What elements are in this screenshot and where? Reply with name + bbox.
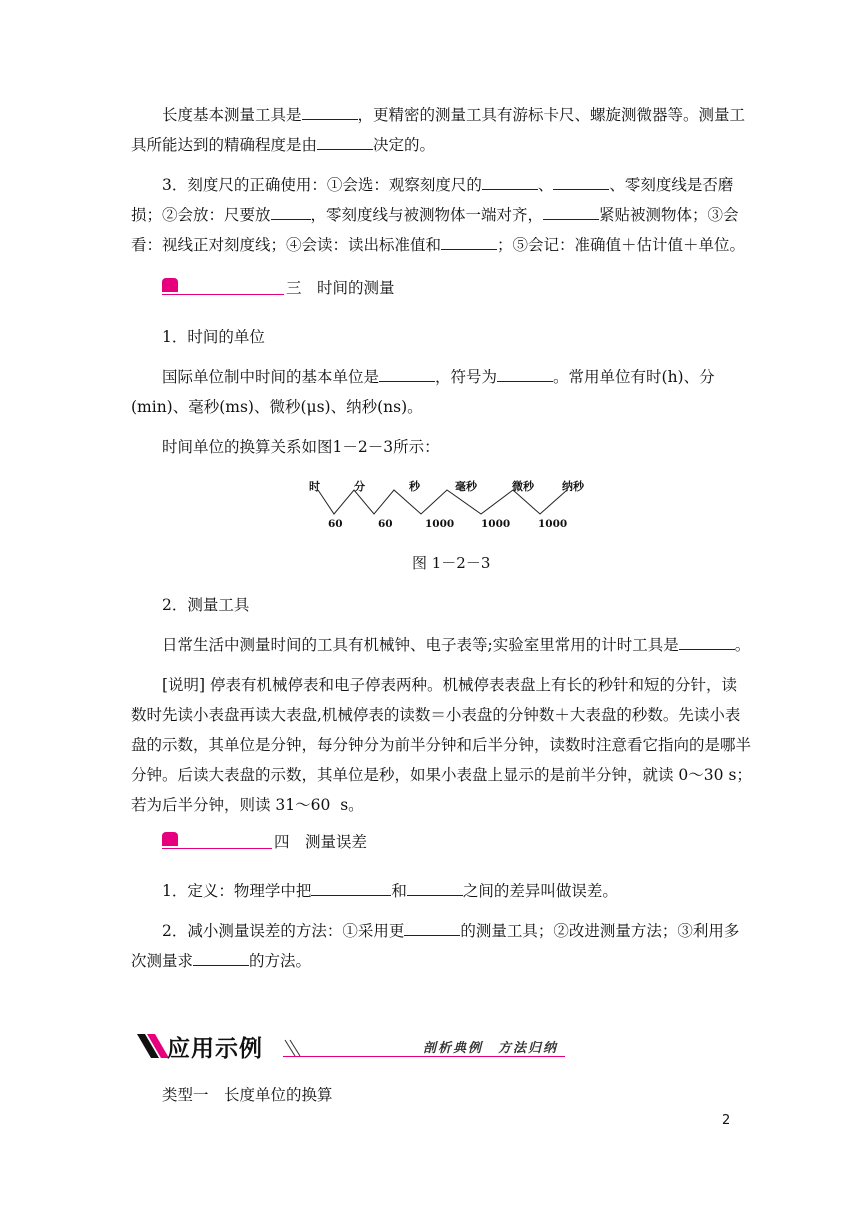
- note-line: 盘的示数，其单位是分钟，每分钟分为前半分钟和后半分钟，读数时注意看它指向的是哪半: [131, 736, 752, 754]
- unit-minute-label: 分: [354, 480, 365, 493]
- unit-microsecond-label: 微秒: [512, 480, 534, 493]
- text: ，符号为: [435, 368, 498, 386]
- unit-nanosecond-label: 纳秒: [562, 480, 584, 493]
- paragraph-time-units-line2: (min)、毫秒(ms)、微秒(μs)、纳秒(ns)。: [131, 398, 423, 416]
- text: 具所能达到的精确程度是由: [131, 136, 318, 154]
- text: ，零刻度线与被测物体一端对齐，: [310, 206, 544, 224]
- factor-label: 1000: [481, 518, 511, 530]
- paragraph-reduce-error-line2: [131, 946, 311, 976]
- text: 和: [391, 882, 407, 900]
- answer-blank: [407, 879, 463, 896]
- text: 次测量求: [131, 952, 194, 970]
- factor-label: 60: [328, 518, 343, 530]
- text: ；⑤会记：准确值＋估计值＋单位。: [497, 236, 746, 254]
- paragraph-error-definition: [162, 876, 618, 906]
- text: 1．定义：物理学中把: [162, 882, 312, 900]
- note-line: 分钟。后读大表盘的示数，其单位是秒，如果小表盘上显示的是前半分钟，就读 0～30 s；: [131, 766, 752, 784]
- paragraph-timing-tools: [162, 630, 750, 660]
- text: 的方法。: [249, 952, 312, 970]
- section-underline: [162, 848, 272, 849]
- note-line: [说明] 停表有机械停表和电子停表两种。机械停表表盘上有长的秒针和短的分针，读: [162, 676, 738, 694]
- answer-blank: [404, 919, 460, 936]
- page-number: 2: [722, 1113, 731, 1128]
- text: 看：视线正对刻度线；④会读：读出标准值和: [131, 236, 442, 254]
- banner-title: 应用示例: [167, 1036, 263, 1062]
- note-line: 若为后半分钟，则读 31～60 s。: [131, 796, 364, 814]
- text: 。常用单位有时(h)、分: [553, 368, 715, 386]
- text: 的测量工具；②改进测量方法；③利用多: [460, 922, 740, 940]
- text: 2．减小测量误差的方法：①采用更: [162, 922, 405, 940]
- text: 3．刻度尺的正确使用：①会选：观察刻度尺的: [162, 176, 482, 194]
- example-type-heading: 类型一 长度单位的换算: [162, 1086, 333, 1104]
- section-title: 三 时间的测量: [286, 279, 395, 297]
- paragraph-reduce-error: [162, 916, 739, 946]
- note-line: 数时先读小表盘再读大表盘,机械停表的读数＝小表盘的分钟数＋大表盘的秒数。先读小表: [131, 706, 741, 724]
- answer-blank: [679, 633, 735, 650]
- text: 长度基本测量工具是: [162, 106, 302, 124]
- text: 决定的。: [373, 136, 436, 154]
- subheading-time-units: 1．时间的单位: [162, 328, 265, 346]
- section-title: 四 测量误差: [274, 833, 368, 851]
- answer-blank: [311, 879, 391, 896]
- text: 之间的差异叫做误差。: [462, 882, 618, 900]
- text: 。: [734, 636, 751, 654]
- factor-label: 1000: [538, 518, 568, 530]
- unit-second-label: 秒: [409, 480, 420, 493]
- factor-label: 60: [378, 518, 393, 530]
- banner-underline: [283, 1056, 565, 1057]
- factor-label: 1000: [425, 518, 455, 530]
- subheading-measuring-tools: 2．测量工具: [162, 596, 250, 614]
- section-marker-icon: [162, 832, 178, 846]
- text: 、: [537, 176, 554, 194]
- text: 紧贴被测物体；③会: [599, 206, 739, 224]
- text: 国际单位制中时间的基本单位是: [162, 368, 380, 386]
- text: 、零刻度线是否磨: [609, 176, 734, 194]
- unit-hour-label: 时: [309, 480, 320, 493]
- text: 日常生活中测量时间的工具有机械钟、电子表等;实验室里常用的计时工具是: [162, 636, 679, 654]
- unit-millisecond-label: 毫秒: [455, 480, 477, 493]
- answer-blank: [193, 949, 249, 966]
- figure-caption: 图 1－2－3: [412, 554, 491, 572]
- application-banner: [135, 1026, 565, 1066]
- banner-subtitle: 剖析典例 方法归纳: [423, 1041, 559, 1056]
- text: ，更精密的测量工具有游标卡尺、螺旋测微器等。测量工: [357, 106, 746, 124]
- text: 损；②会放：尺要放: [131, 206, 271, 224]
- paragraph-conversion-intro: 时间单位的换算关系如图1－2－3所示：: [162, 438, 440, 456]
- section-heading-error: [162, 832, 402, 854]
